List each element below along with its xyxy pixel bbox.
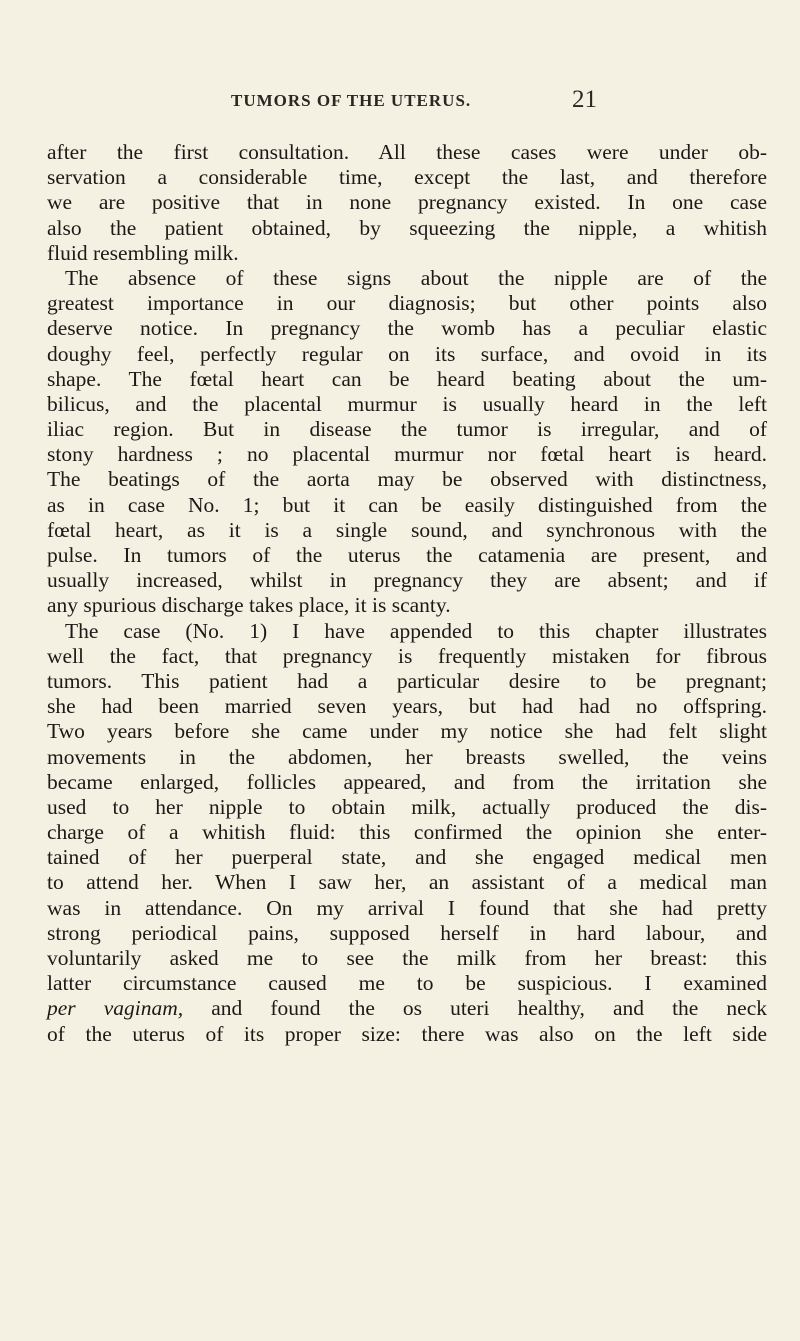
text-line: any spurious discharge takes place, it is scanty. (47, 593, 451, 618)
text-line: fœtal heart, as it is a single sound, and synchronous with the (47, 517, 767, 542)
text-line: well the fact, that pregnancy is frequently mistaken for fibrous (47, 643, 767, 668)
italic-latin-phrase: per vaginam, (47, 996, 184, 1021)
text-line: The beatings of the aorta may be observed with distinctness, (47, 467, 767, 492)
text-line: fluid resembling milk. (47, 240, 239, 265)
text-line: to attend her. When I saw her, an assistant of a medical man (47, 870, 767, 895)
text-line: of the uterus of its proper size: there was also on the left side (47, 1021, 767, 1046)
text-line: The absence of these signs about the nipple are of the (65, 265, 767, 290)
text-line: latter circumstance caused me to be suspicious. I examined (47, 971, 767, 996)
text-line: tained of her puerperal state, and she engaged medical men (47, 845, 767, 870)
text-line: after the first consultation. All these cases were under ob- (47, 140, 767, 164)
text-line: we are positive that in none pregnancy existed. In one case (47, 190, 767, 215)
text-line: voluntarily asked me to see the milk from her breast: this (47, 946, 767, 970)
text-line: strong periodical pains, supposed herself in hard labour, and (47, 920, 767, 945)
page-number: 21 (572, 86, 597, 113)
text-line: charge of a whitish fluid: this confirmed the opinion she enter- (47, 820, 767, 845)
text-line: usually increased, whilst in pregnancy they are absent; and if (47, 568, 767, 593)
text-line: as in case No. 1; but it can be easily distinguished from the (47, 492, 767, 517)
text-line (47, 996, 767, 1021)
text-line: movements in the abdomen, her breasts swelled, the veins (47, 744, 767, 769)
text-line: pulse. In tumors of the uterus the catamenia are present, and (47, 543, 767, 567)
text-line: bilicus, and the placental murmur is usually heard in the left (47, 391, 767, 416)
text-line: deserve notice. In pregnancy the womb has a peculiar elastic (47, 316, 767, 341)
text-line: The case (No. 1) I have appended to this chapter illustrates (65, 618, 767, 643)
text-line: Two years before she came under my notice she had felt slight (47, 719, 767, 744)
text-line: became enlarged, follicles appeared, and from the irritation she (47, 769, 767, 794)
text-line: was in attendance. On my arrival I found that she had pretty (47, 895, 767, 920)
text-line: tumors. This patient had a particular desire to be pregnant; (47, 668, 767, 693)
text-line: also the patient obtained, by squeezing the nipple, a whitish (47, 215, 767, 240)
running-title: TUMORS OF THE UTERUS. (231, 91, 472, 110)
text-line: she had been married seven years, but had had no offspring. (47, 694, 767, 719)
text-line: iliac region. But in disease the tumor is irregular, and of (47, 417, 767, 442)
text-line: greatest importance in our diagnosis; but other points also (47, 291, 767, 316)
text-line: used to her nipple to obtain milk, actually produced the dis- (47, 794, 767, 819)
text-line: doughy feel, perfectly regular on its surface, and ovoid in its (47, 341, 767, 366)
text-line-continuation: and found the os uteri healthy, and the neck (183, 996, 767, 1021)
text-line: servation a considerable time, except the last, and therefore (47, 165, 767, 190)
text-line: stony hardness ; no placental murmur nor fœtal heart is heard. (47, 442, 767, 467)
body-text (47, 140, 767, 1047)
text-line: shape. The fœtal heart can be heard beating about the um- (47, 366, 767, 391)
